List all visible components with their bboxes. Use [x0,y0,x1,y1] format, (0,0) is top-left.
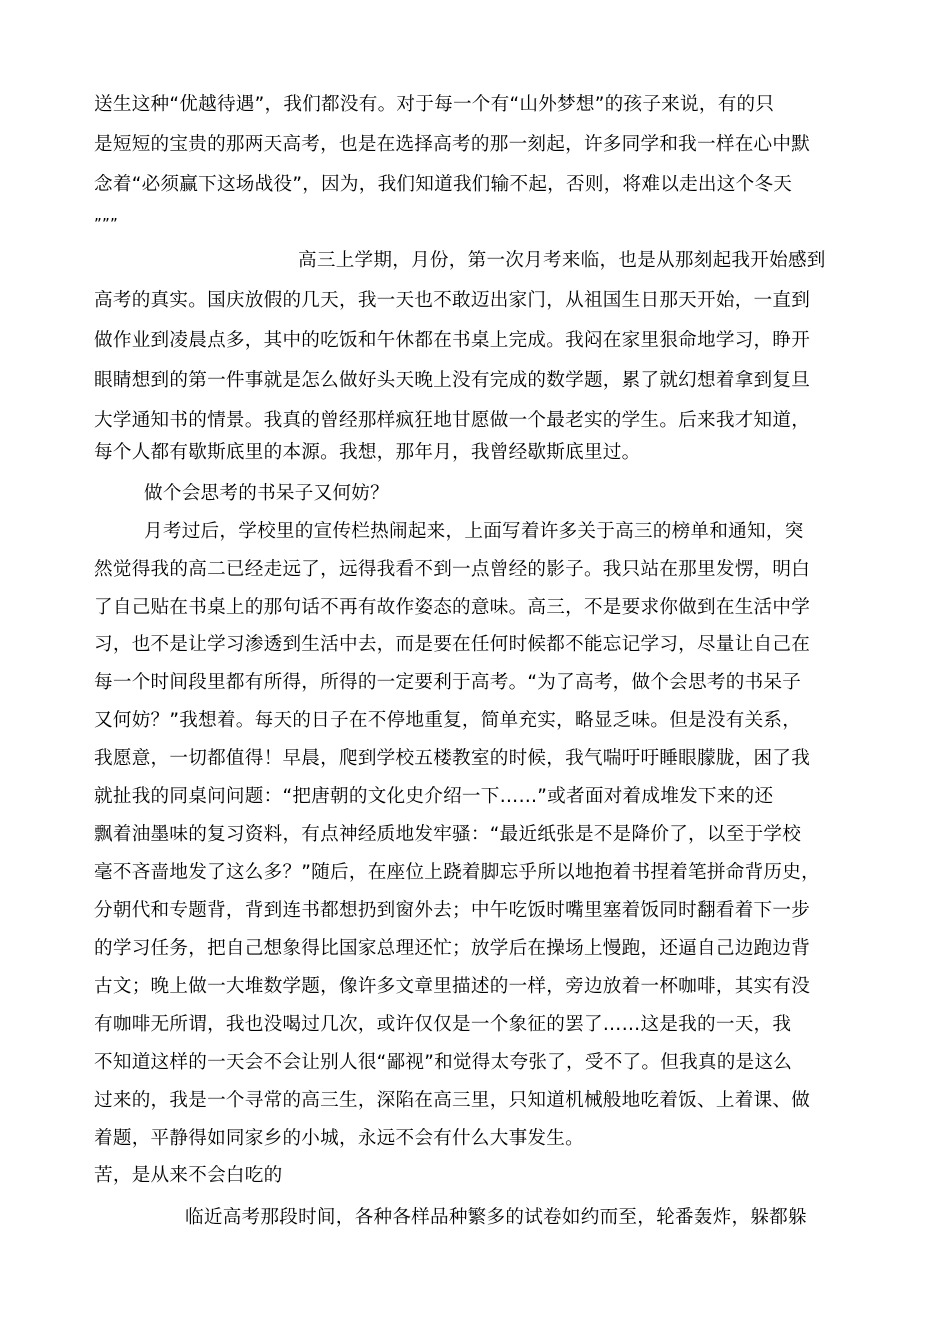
text-line: 做作业到凌晨点多，其中的吃饭和午休都在书桌上完成。我闷在家里狠命地学习，睁开 [94,330,811,351]
text-line: 着题，平静得如同家乡的小城，永远不会有什么大事发生。 [94,1128,584,1149]
text-line: 了自己贴在书桌上的那句话不再有故作姿态的意味。高三，不是要求你做到在生活中学 [94,597,811,618]
text-line: 过来的，我是一个寻常的高三生，深陷在高三里，只知道机械般地吃着饭、上着课、做 [94,1090,811,1111]
section-heading: 苦，是从来不会白吃的 [94,1165,283,1186]
text-line: 高三上学期，月份，第一次月考来临，也是从那刻起我开始感到 [298,250,826,271]
text-line: 高考的真实。国庆放假的几天，我一天也不敢迈出家门，从祖国生日那天开始，一直到 [94,290,811,311]
text-line: ””” [94,215,119,233]
text-line: 又何妨？”我想着。每天的日子在不停地重复，简单充实，略显乏味。但是没有关系， [94,710,802,731]
text-line: 有咖啡无所谓，我也没喝过几次，或许仅仅是一个象征的罢了……这是我的一天，我 [94,1014,792,1035]
text-line: 毫不吝啬地发了这么多？”随后，在座位上跷着脚忘乎所以地抱着书捏着笔拼命背历史， [94,862,820,883]
text-line: 送生这种“优越待遇”，我们都没有。对于每一个有“山外梦想”的孩子来说，有的只 [94,94,775,115]
text-line: 大学通知书的情景。我真的曾经那样疯狂地甘愿做一个最老实的学生。后来我才知道， [94,410,811,431]
text-line: 每一个时间段里都有所得，所得的一定要利于高考。“为了高考，做个会思考的书呆子 [94,672,802,693]
text-line: 然觉得我的高二已经走远了，远得我看不到一点曾经的影子。我只站在那里发愣，明白 [94,559,811,580]
text-line: 眼睛想到的第一件事就是怎么做好头天晚上没有完成的数学题，累了就幻想着拿到复旦 [94,370,811,391]
text-line: 念着“必须赢下这场战役”，因为，我们知道我们输不起，否则，将难以走出这个冬天 [94,174,793,195]
text-line: 飘着油墨味的复习资料，有点神经质地发牢骚：“最近纸张是不是降价了，以至于学校 [94,824,802,845]
text-line: 分朝代和专题背，背到连书都想扔到窗外去；中午吃饭时嘴里塞着饭同时翻看着下一步 [94,900,811,921]
text-line: 是短短的宝贵的那两天高考，也是在选择高考的那一刻起，许多同学和我一样在心中默 [94,134,811,155]
text-line: 习，也不是让学习渗透到生活中去，而是要在任何时候都不能忘记学习，尽量让自己在 [94,634,811,655]
text-line: 就扯我的同桌问问题：“把唐朝的文化史介绍一下……”或者面对着成堆发下来的还 [94,786,774,807]
text-line: 我愿意，一切都值得！早晨，爬到学校五楼教室的时候，我气喘吁吁睡眼朦胧，困了我 [94,748,811,769]
text-line: 古文；晚上做一大堆数学题，像许多文章里描述的一样，旁边放着一杯咖啡，其实有没 [94,976,811,997]
section-heading: 做个会思考的书呆子又何妨？ [144,483,389,504]
text-line: 每个人都有歇斯底里的本源。我想，那年月，我曾经歇斯底里过。 [94,442,641,463]
text-line: 月考过后，学校里的宣传栏热闹起来，上面写着许多关于高三的榜单和通知，突 [144,521,804,542]
text-line: 临近高考那段时间，各种各样品种繁多的试卷如约而至，轮番轰炸，躲都躲 [185,1207,807,1228]
text-line: 的学习任务，把自己想象得比国家总理还忙；放学后在操场上慢跑，还逼自己边跑边背 [94,938,811,959]
text-line: 不知道这样的一天会不会让别人很“鄙视”和觉得太夸张了，受不了。但我真的是这么 [94,1052,793,1073]
